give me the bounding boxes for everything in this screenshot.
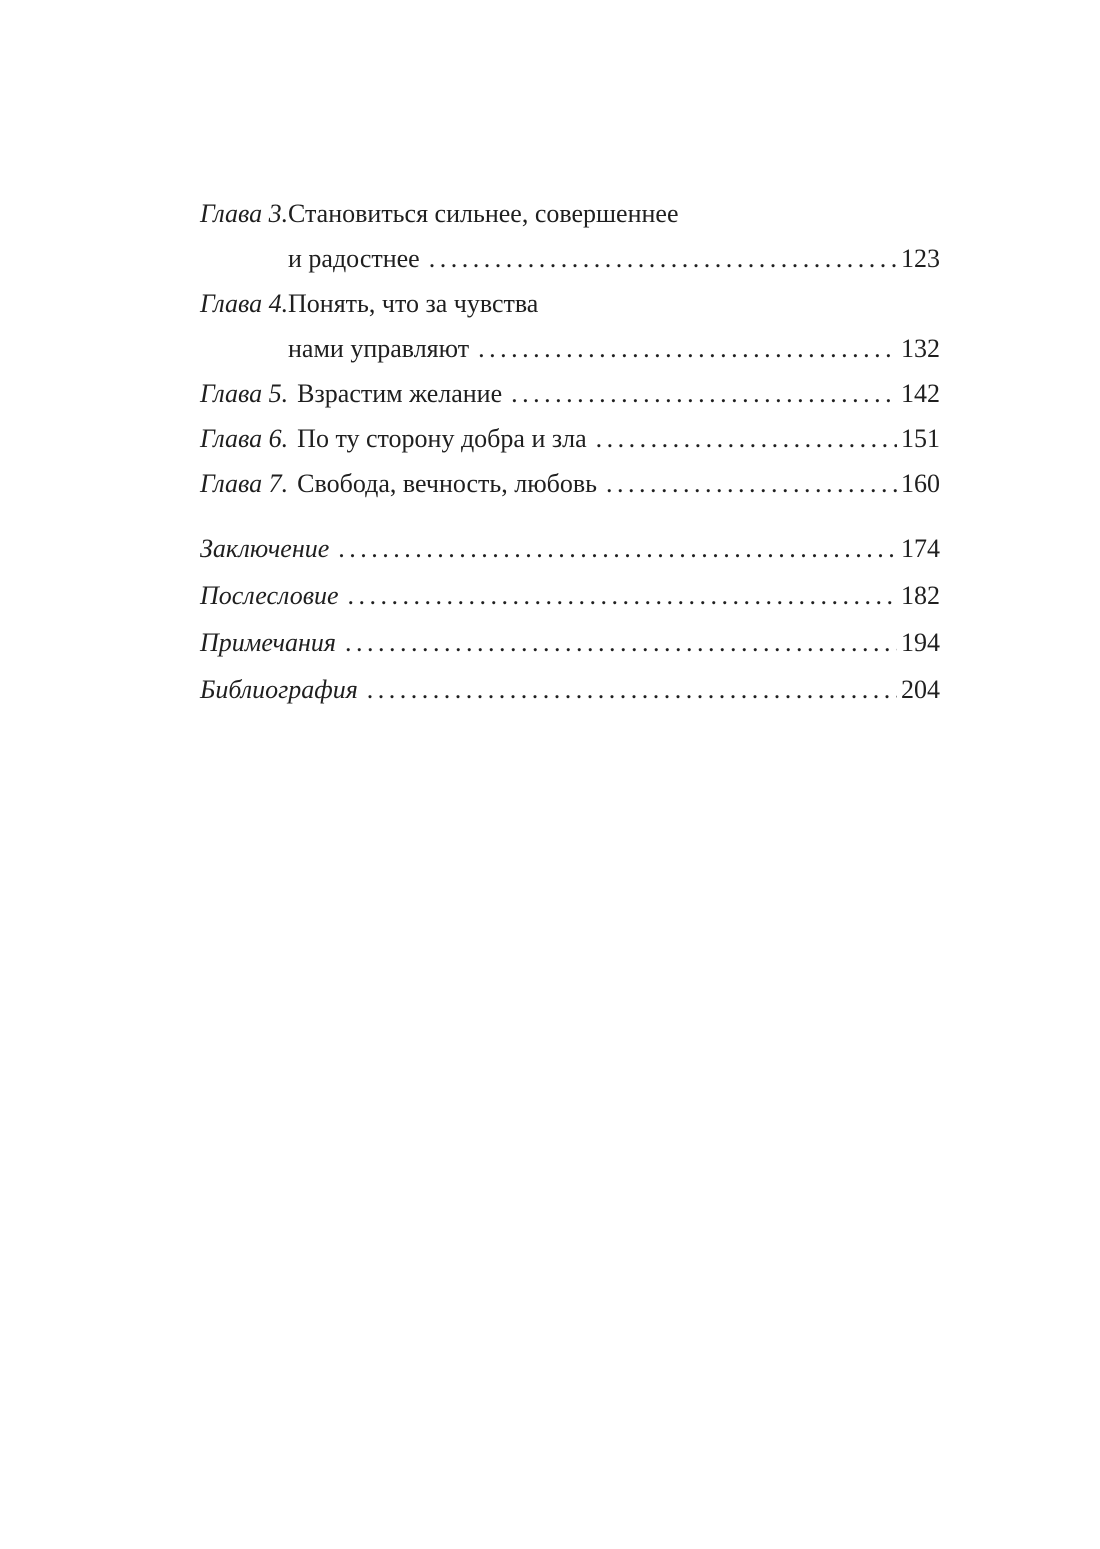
page-number: 182: [901, 581, 940, 610]
toc-entry-afterword: [200, 572, 940, 619]
dot-leader: [345, 619, 897, 666]
page-number: 132: [901, 334, 940, 363]
chapter-label: Глава 3.: [200, 199, 289, 228]
chapter-title: По ту сторону добра и зла: [297, 424, 587, 453]
section-title: Библиография: [200, 675, 358, 704]
chapter-title-line2: и радостнее: [288, 244, 420, 273]
chapter-label: Глава 5.: [200, 379, 289, 408]
toc-entry-chapter-6: [200, 416, 940, 461]
page-number: 123: [901, 244, 940, 273]
toc-row: [200, 236, 940, 281]
chapter-title: Взрастим желание: [297, 379, 503, 408]
chapter-title: Свобода, вечность, любовь: [297, 469, 598, 498]
page-number: 151: [901, 424, 940, 453]
page-number: 160: [901, 469, 940, 498]
page-number: 204: [901, 675, 940, 704]
toc-entry-notes: [200, 619, 940, 666]
dot-leader: [511, 371, 897, 416]
dot-leader: [606, 461, 897, 506]
dot-leader: [367, 666, 897, 713]
page-number: 142: [901, 379, 940, 408]
toc-row: [200, 191, 940, 236]
dot-leader: [348, 572, 897, 619]
section-title: Заключение: [200, 534, 330, 563]
chapter-label: Глава 6.: [200, 424, 289, 453]
toc-entry-bibliography: [200, 666, 940, 713]
toc-row: [200, 281, 940, 326]
chapter-title-line2: нами управляют: [288, 334, 470, 363]
chapter-title-line1: Понять, что за чувства: [288, 289, 539, 318]
table-of-contents: [200, 191, 940, 713]
dot-leader: [338, 525, 897, 572]
chapter-label: Глава 7.: [200, 469, 289, 498]
page-number: 194: [901, 628, 940, 657]
section-title: Послесловие: [200, 581, 339, 610]
toc-entry-chapter-7: [200, 461, 940, 506]
toc-row: [200, 326, 940, 371]
toc-entry-chapter-4: [200, 281, 940, 371]
toc-entry-conclusion: [200, 525, 940, 572]
dot-leader: [478, 326, 897, 371]
page-number: 174: [901, 534, 940, 563]
toc-entry-chapter-5: [200, 371, 940, 416]
dot-leader: [596, 416, 897, 461]
chapter-title-line1: Становиться сильнее, совершеннее: [288, 199, 679, 228]
dot-leader: [429, 236, 897, 281]
chapter-label: Глава 4.: [200, 289, 289, 318]
toc-backmatter-section: [200, 525, 940, 713]
toc-entry-chapter-3: [200, 191, 940, 281]
section-title: Примечания: [200, 628, 336, 657]
